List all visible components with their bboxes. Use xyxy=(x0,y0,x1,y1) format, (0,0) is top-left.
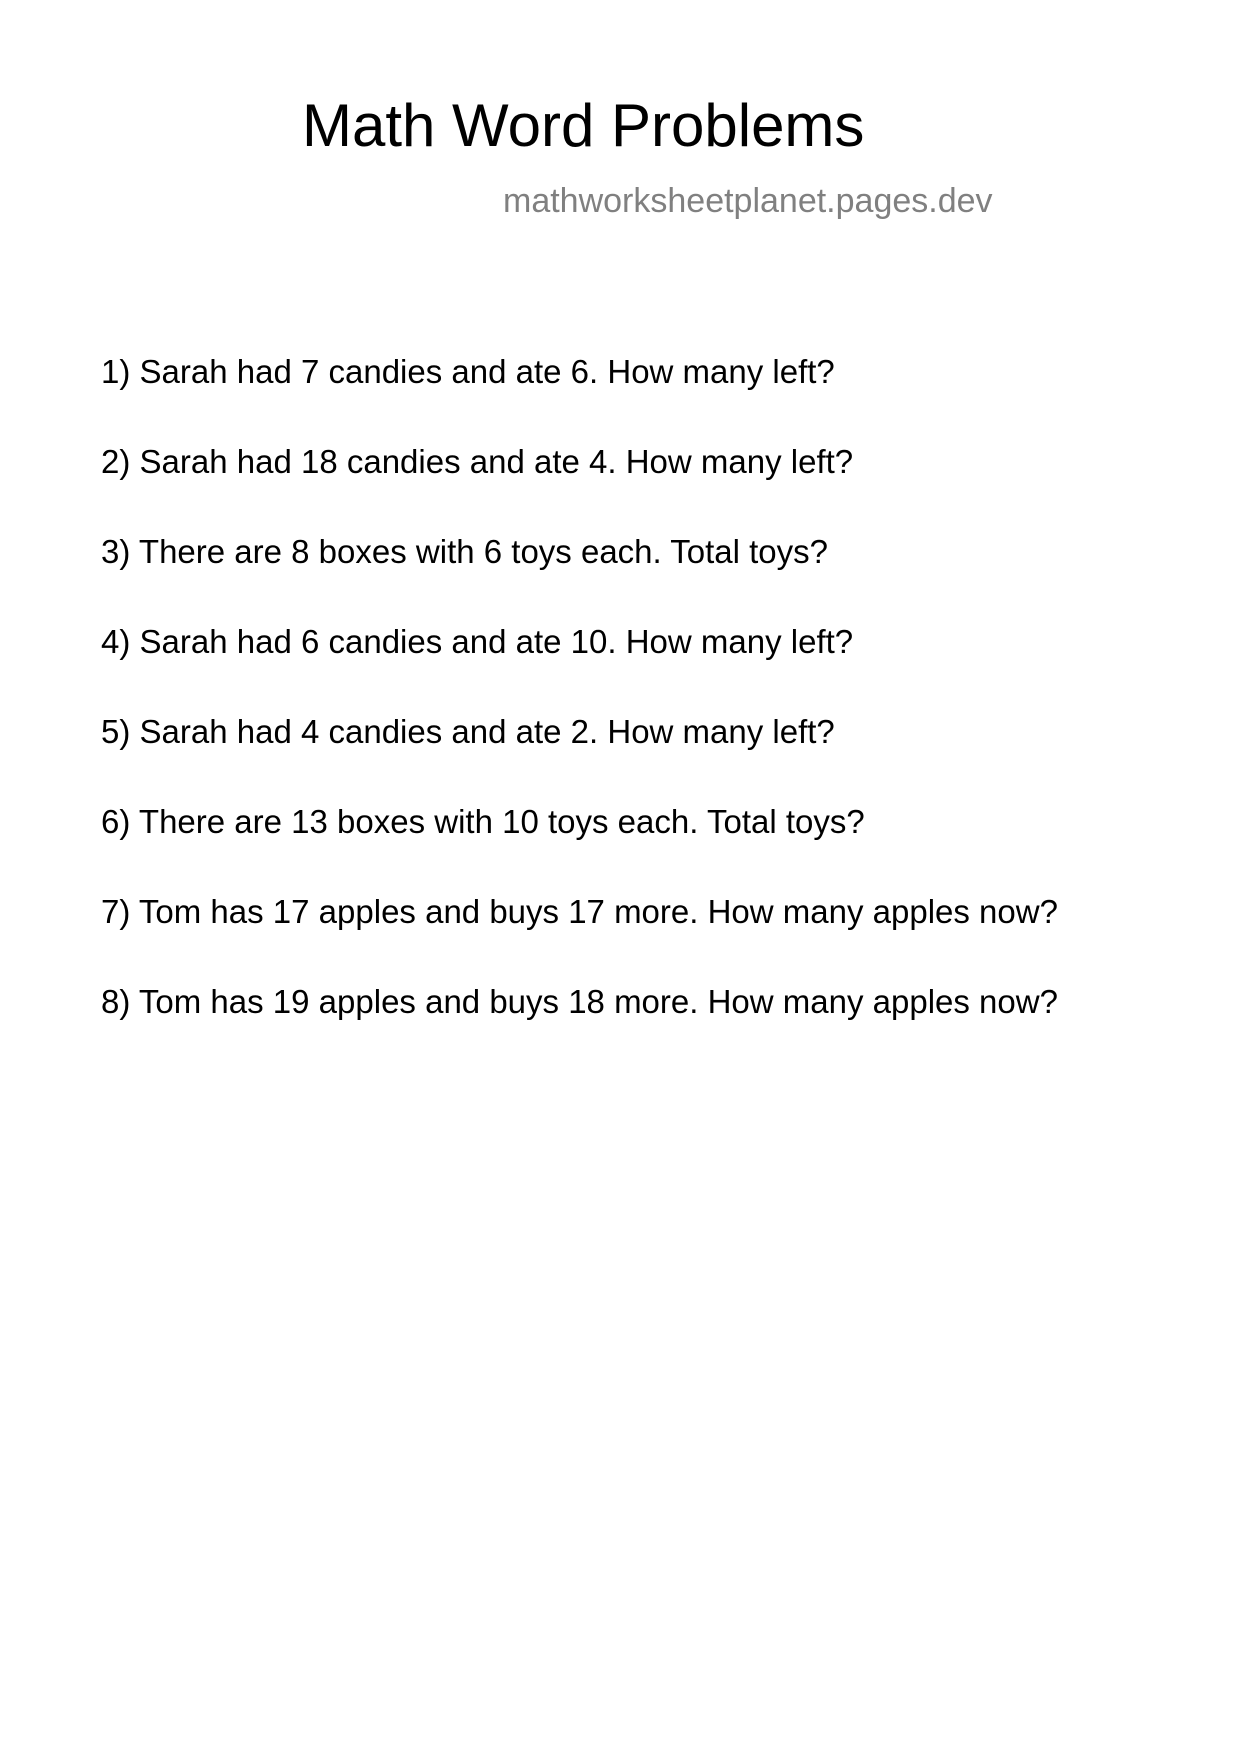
problem-item: 5) Sarah had 4 candies and ate 2. How many left? xyxy=(101,713,835,750)
problem-item: 2) Sarah had 18 candies and ate 4. How many left? xyxy=(101,443,854,480)
problem-item: 4) Sarah had 6 candies and ate 10. How many left? xyxy=(101,623,854,660)
problem-item: 1) Sarah had 7 candies and ate 6. How many left? xyxy=(101,353,835,390)
problem-item: 7) Tom has 17 apples and buys 17 more. How many apples now? xyxy=(101,893,1058,930)
problem-item: 6) There are 13 boxes with 10 toys each. Total toys? xyxy=(101,803,865,840)
source-site: mathworksheetplanet.pages.dev xyxy=(503,182,993,220)
page-title: Math Word Problems xyxy=(302,92,865,159)
problem-item: 8) Tom has 19 apples and buys 18 more. How many apples now? xyxy=(101,983,1058,1020)
problem-list xyxy=(101,352,1058,1072)
problem-item: 3) There are 8 boxes with 6 toys each. Total toys? xyxy=(101,533,829,570)
